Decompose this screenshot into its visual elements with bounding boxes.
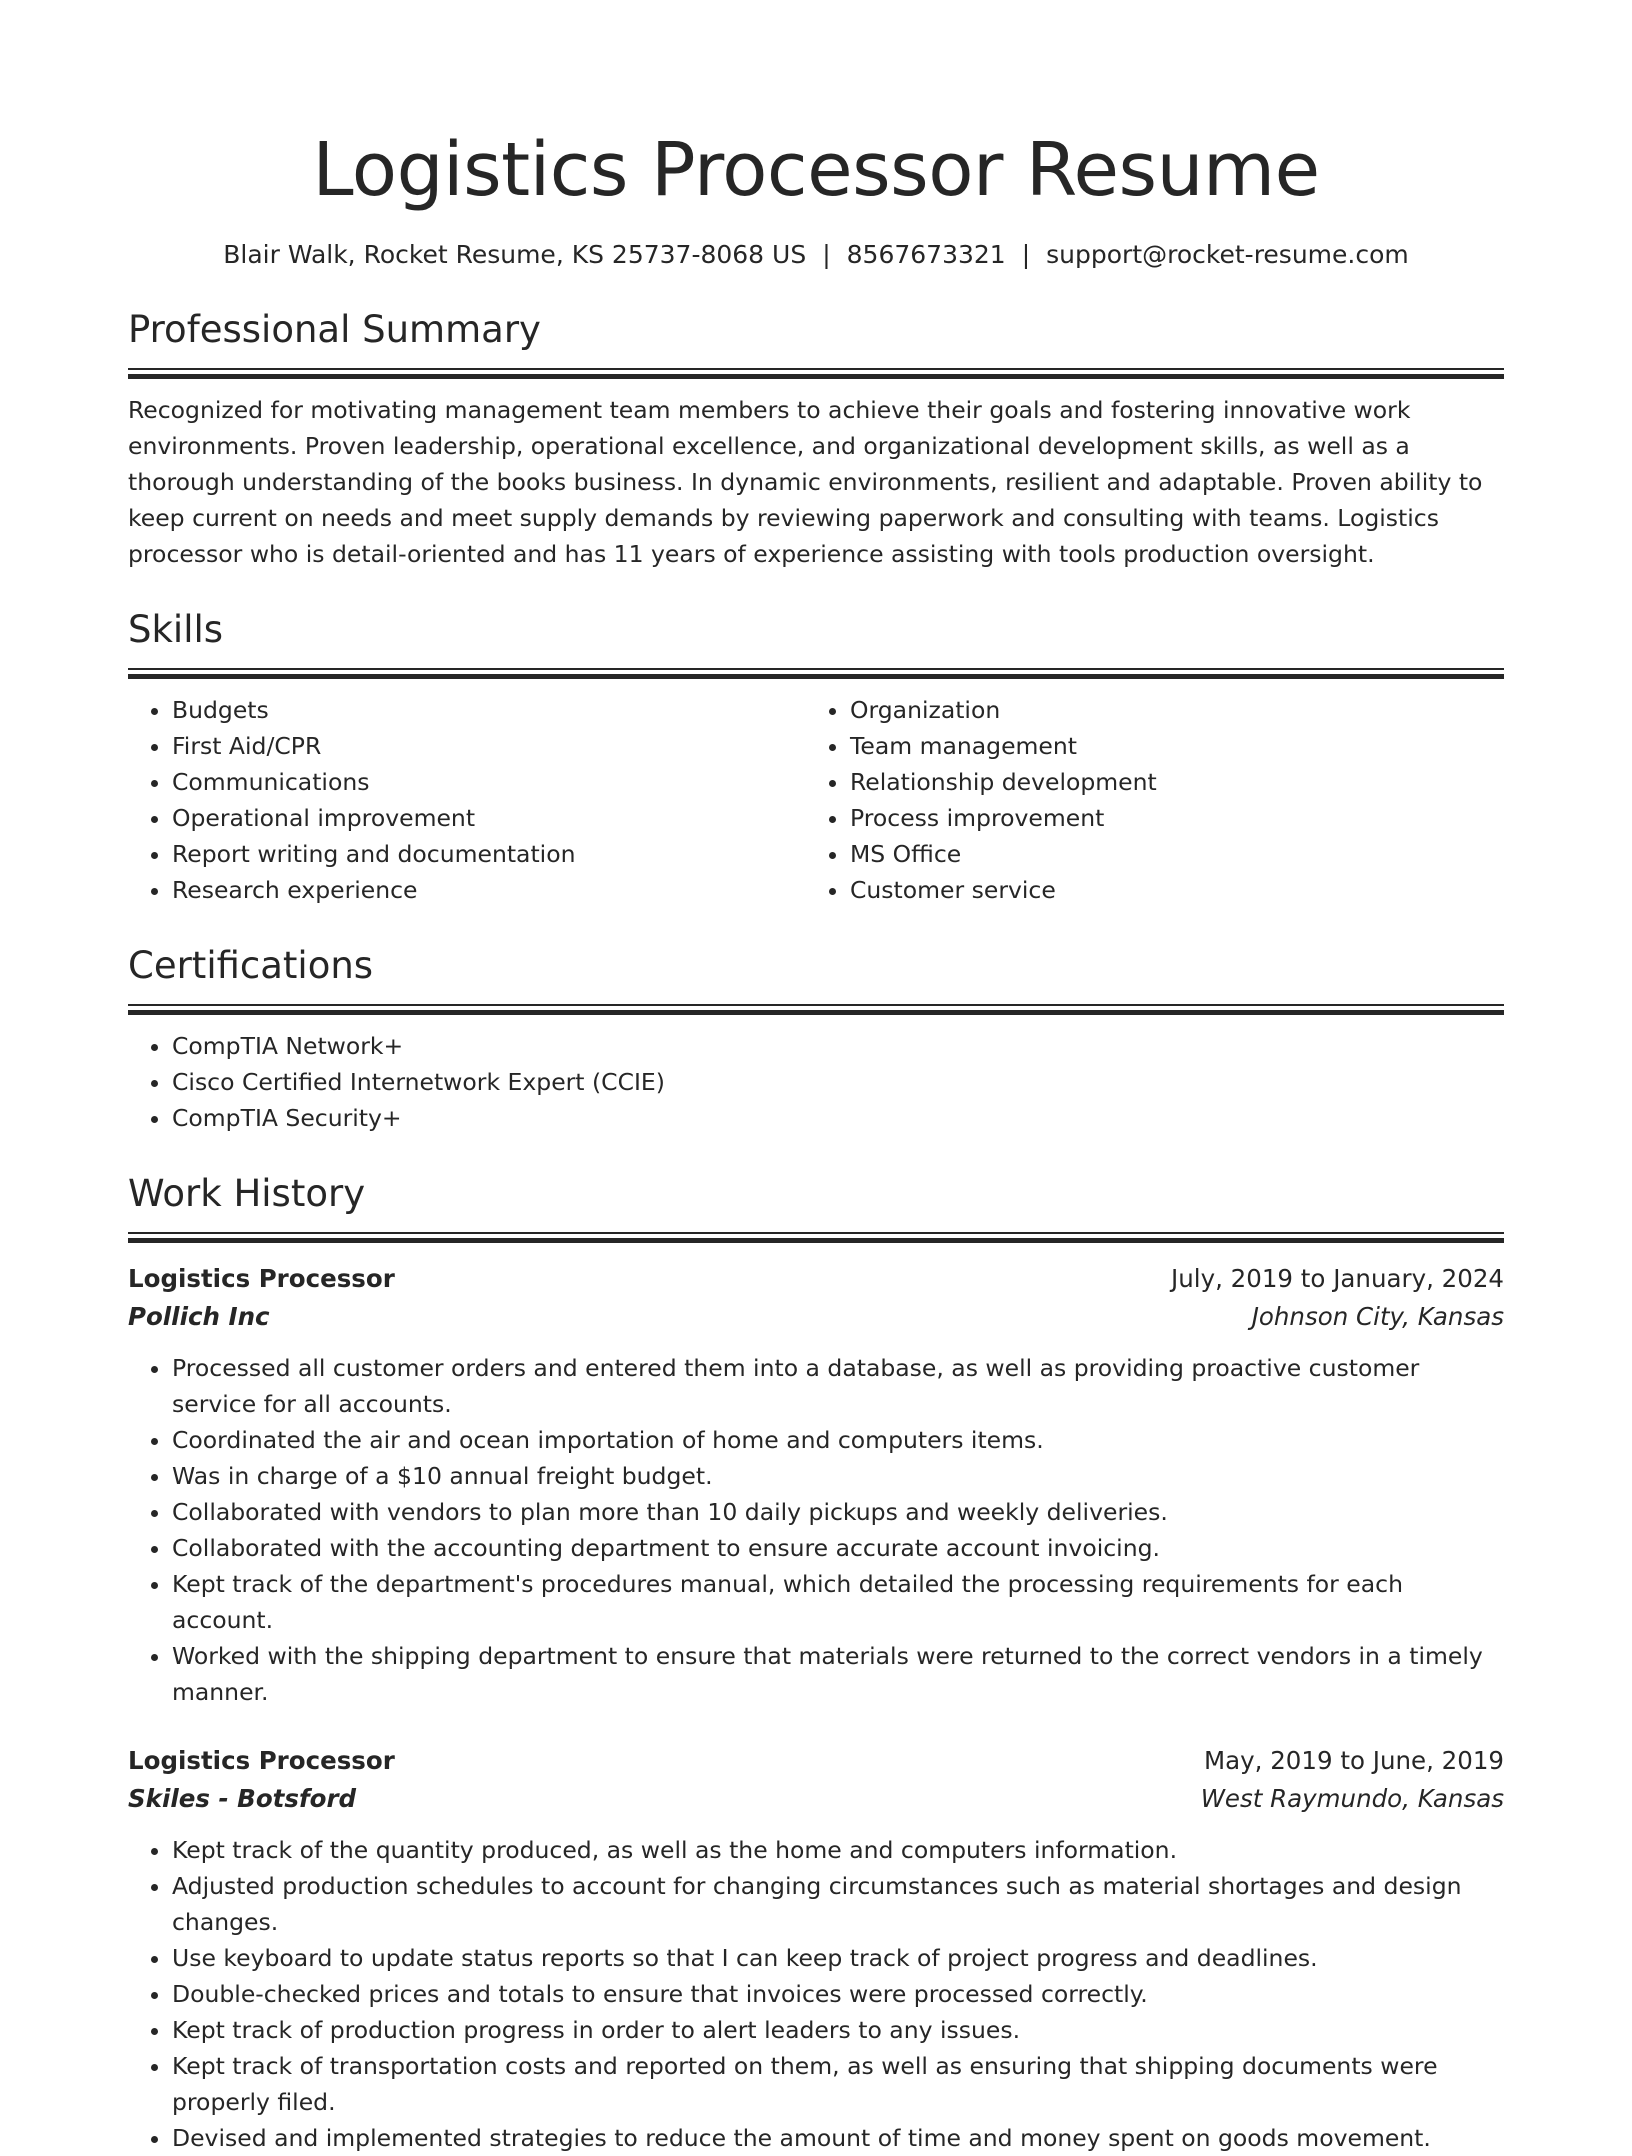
job-subheader [128,1298,1504,1336]
certifications-list [128,1028,1504,1136]
skill-item: • Customer service [850,872,1484,908]
certifications-section [128,942,1504,1014]
job-bullet: • Collaborated with vendors to plan more than 10 daily pickups and weekly deliveries. [172,1494,1504,1530]
skill-item: • Organization [850,692,1484,728]
job-bullets [128,1832,1504,2156]
job-bullet: • Collaborated with the accounting department to ensure accurate account invoicing. [172,1530,1504,1566]
contact-email: support@rocket-resume.com [1046,240,1409,269]
contact-separator: | [1021,240,1031,269]
section-divider [128,368,1504,378]
skill-item: • Report writing and documentation [172,836,806,872]
job-entry [128,1742,1504,2156]
job-bullets [128,1350,1504,1710]
contact-separator: | [822,240,831,269]
certification-item: • CompTIA Security+ [172,1100,1504,1136]
section-divider [128,1232,1504,1242]
job-bullet: • Kept track of the quantity produced, as well as the home and computers information. [172,1832,1504,1868]
skill-item: • MS Office [850,836,1484,872]
contact-address: Blair Walk, Rocket Resume, KS 25737-8068 US [223,240,807,269]
skill-item: • Operational improvement [172,800,806,836]
skills-list-left [128,692,806,908]
job-header [128,1742,1504,1780]
job-bullet: • Worked with the shipping department to ensure that materials were returned to the correct vendors in a timely manner. [172,1638,1504,1710]
job-bullet: • Double-checked prices and totals to ensure that invoices were processed correctly. [172,1976,1504,2012]
job-bullet: • Use keyboard to update status reports so that I can keep track of project progress and deadlines. [172,1940,1504,1976]
summary-text: Recognized for motivating management team members to achieve their goals and fostering innovative work environments. Proven leadership, operational excellence, and organizational development skills, as well as a thorough understanding of the books business. In dynamic environments, resilient and adaptable. Proven ability to keep current on needs and meet supply demands by reviewing paperwork and consulting with teams. Logistics processor who is detail-oriented and has 11 years of experience assisting with tools production oversight. [128,396,1483,568]
job-title: Logistics Processor [128,1746,395,1775]
job-title: Logistics Processor [128,1264,395,1293]
job-dates: July, 2019 to January, 2024 [1171,1264,1504,1293]
job-location: West Raymundo, Kansas [1200,1784,1504,1813]
skill-item: • Communications [172,764,806,800]
contact-line [128,238,1504,272]
section-title-skills: Skills [128,608,224,651]
resume-title: Logistics Processor Resume [312,127,1320,213]
section-title-summary: Professional Summary [128,308,541,351]
job-bullet: • Adjusted production schedules to account for changing circumstances such as material shortages and design changes. [172,1868,1504,1940]
job-subheader [128,1780,1504,1818]
job-bullet: • Processed all customer orders and entered them into a database, as well as providing proactive customer service for all accounts. [172,1350,1504,1422]
skills-columns [128,692,1504,908]
summary-section [128,306,1504,378]
job-dates: May, 2019 to June, 2019 [1203,1746,1504,1775]
contact-phone: 8567673321 [846,240,1006,269]
skills-list-right [806,692,1484,908]
job-company: Skiles - Botsford [128,1784,357,1813]
skill-item: • Budgets [172,692,806,728]
skill-item: • Team management [850,728,1484,764]
job-bullet: • Devised and implemented strategies to reduce the amount of time and money spent on goods movement. [172,2120,1504,2156]
section-title-certifications: Certifications [128,944,374,987]
job-bullet: • Was in charge of a $10 annual freight budget. [172,1458,1504,1494]
job-bullet: • Kept track of production progress in order to alert leaders to any issues. [172,2012,1504,2048]
section-divider [128,668,1504,678]
job-bullet: • Kept track of the department's procedures manual, which detailed the processing requirements for each account. [172,1566,1504,1638]
section-title-work-history: Work History [128,1172,366,1215]
job-bullet: • Kept track of transportation costs and reported on them, as well as ensuring that shipping documents were properly filed. [172,2048,1504,2120]
skill-item: • First Aid/CPR [172,728,806,764]
skill-item: • Research experience [172,872,806,908]
job-bullet: • Coordinated the air and ocean importation of home and computers items. [172,1422,1504,1458]
job-header [128,1260,1504,1298]
skill-item: • Process improvement [850,800,1484,836]
job-location: Johnson City, Kansas [1251,1302,1504,1331]
section-divider [128,1004,1504,1014]
skill-item: • Relationship development [850,764,1484,800]
job-company: Pollich Inc [128,1302,270,1331]
work-history-section [128,1170,1504,1242]
skills-section [128,606,1504,678]
certification-item: • CompTIA Network+ [172,1028,1504,1064]
job-entry [128,1260,1504,1710]
resume-page [128,0,1504,2156]
certification-item: • Cisco Certified Internetwork Expert (CCIE) [172,1064,1504,1100]
